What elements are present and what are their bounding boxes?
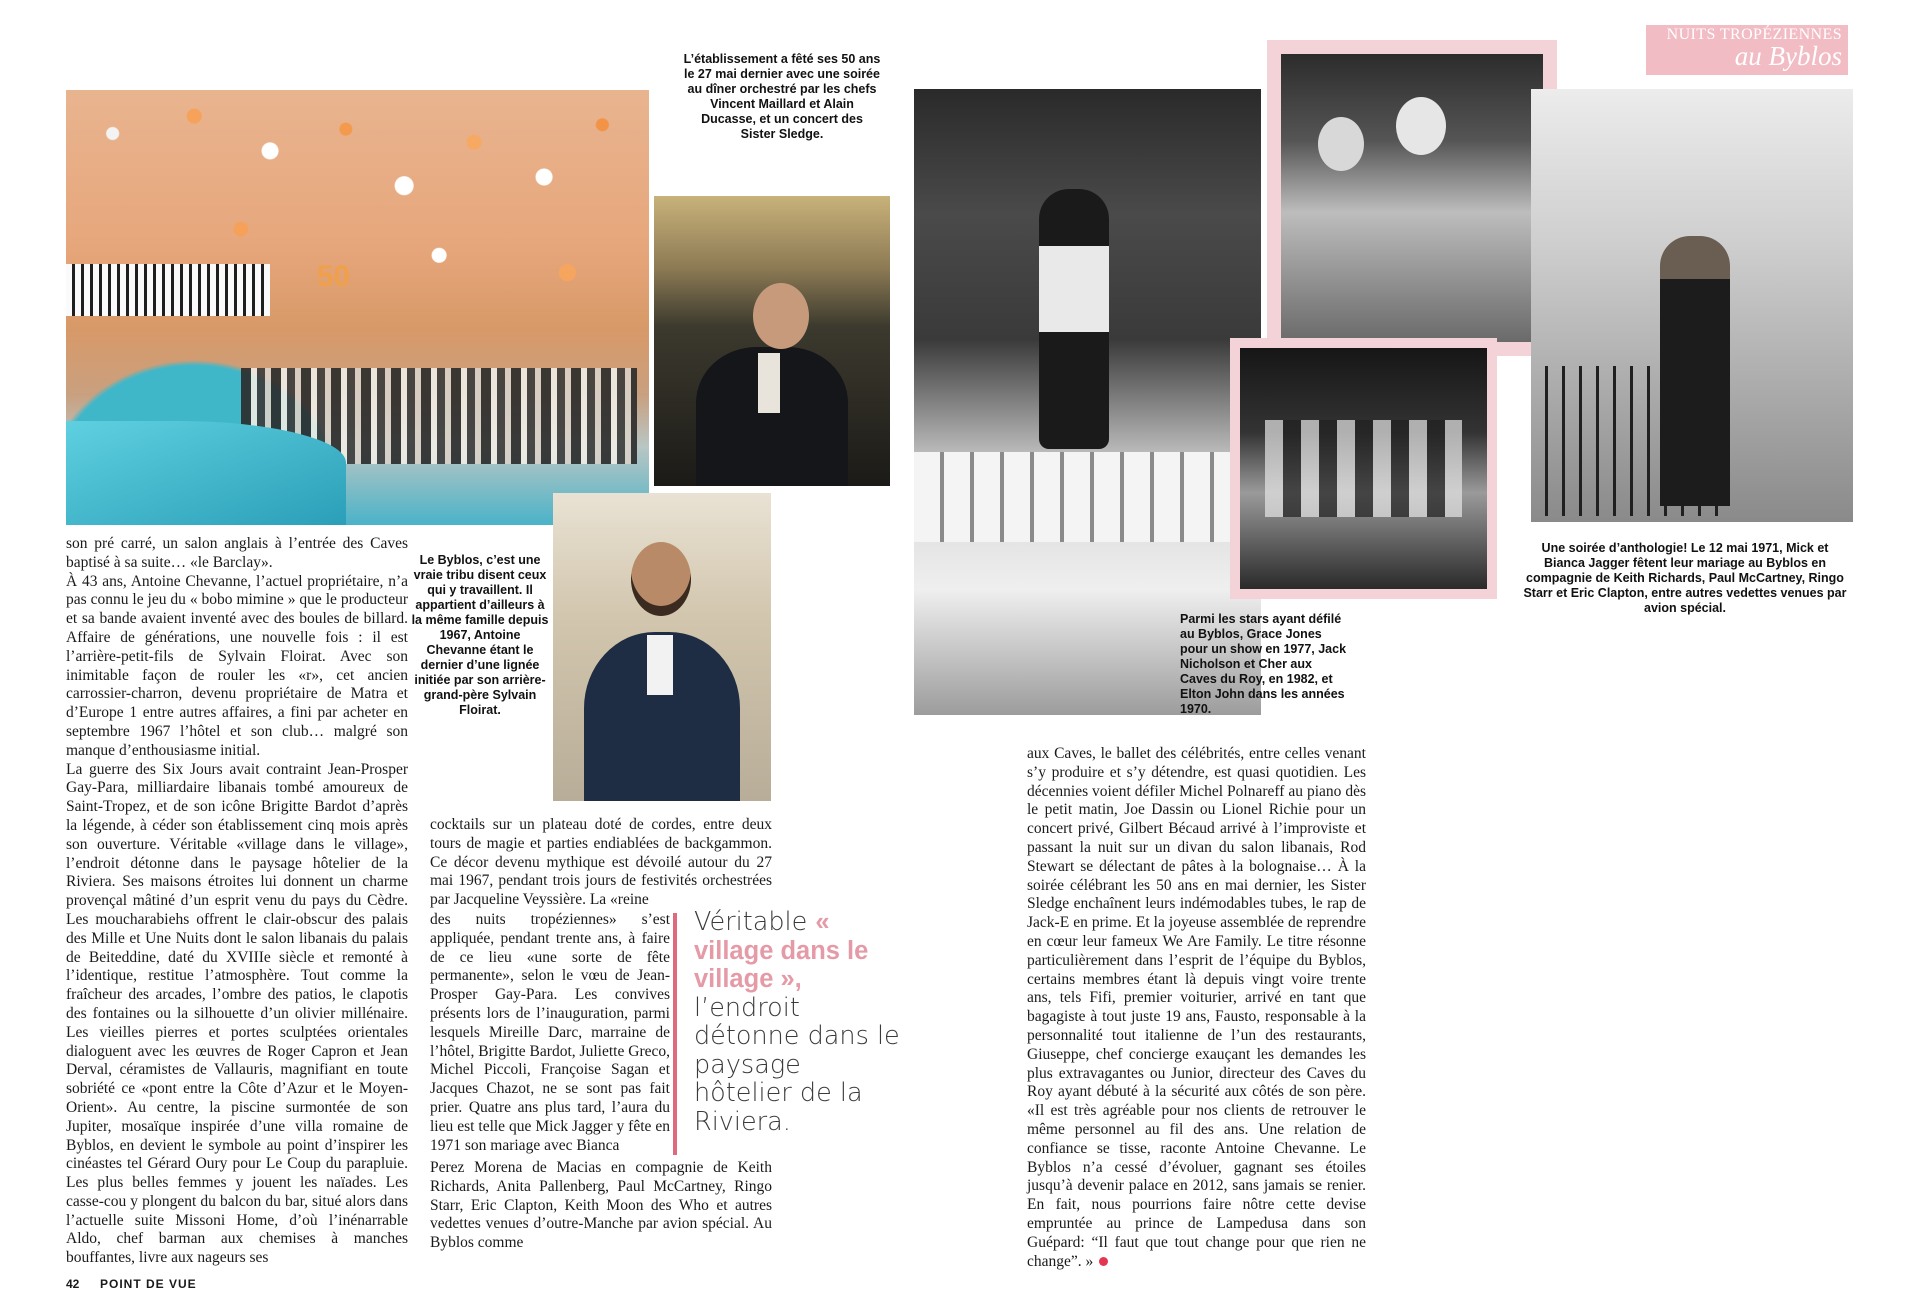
paragraph: À 43 ans, Antoine Chevanne, l’actuel propriétaire, n’a pas connu le jeu du « bobo mimine » que le producteur et sa bande avaient inventé avec des boules de billard. Affaire de générations, une nouvelle fois : il est l’arrière-petit-fils de Sylvain Floirat. Avec son inimitable façon de rouler les «r», cet ancien carrossier-charron, devenu propriétaire de Matra et d’Europe 1 entre autres affaires, a fini par acheter en septembre 1967 l’hôtel et son club… malgré son manque d’enthousiasme initial. bbox=[66, 572, 408, 759]
founder-portrait-photo bbox=[654, 196, 890, 486]
article-column-2-middle bbox=[430, 911, 670, 1155]
section-title: au Byblos bbox=[1734, 41, 1842, 71]
pull-quote-bar bbox=[673, 913, 677, 1155]
mick-jagger-photo bbox=[1531, 89, 1853, 522]
photo-figure bbox=[1660, 236, 1730, 506]
magazine-name: POINT DE VUE bbox=[100, 1277, 197, 1291]
photo-balustrade bbox=[914, 452, 1261, 542]
paragraph bbox=[1027, 745, 1366, 1271]
paragraph: La guerre des Six Jours avait contraint Jean-Prosper Gay-Para, milliardaire libanais tombé amoureux de Saint-Tropez, et de son icône Brigitte Bardot d’après la légende, à céder son établissement cinq mois après son ouverture. Véritable «village dans le village», l’endroit détonne dans le paysage hôtelier de la Riviera. Ses maisons étroites lui donnent un charme provençal mâtiné d’un esprit venu du pays du Cèdre. Les moucharabiehs offrent le clair-obscur des palais des Mille et Une Nuits dont le salon libanais du palais de Beiteddine, daté du XVIIIe siècle et remonté à l’identique, restitue l’atmosphère. Tout comme la fraîcheur des arcades, l’ombre des patios, le clapotis des fontaines ou la silhouette d’un olivier millénaire. Les vieilles pierres et portes sculptées orientales dialoguent avec les œuvres de Roger Capron et Jean Derval, céramistes de Vallauris, magnifiant en toute sobriété ce «pont entre la Côte d’Azur et le Moyen-Orient». Au centre, la piscine surmontée de son Jupiter, mosaïque inspirée d’une villa romaine de Byblos, en devient le symbole au point d’inspirer les cinéastes tel Gérard Oury pour Le Coup du parapluie. Les plus belles femmes y jouent les naïades. Les casse-cou y plongent du balcon du bar, situé alors dans l’actuelle suite Missoni Home, d’où l’inénarrable Aldo, chef barman aux chemises à manches bouffantes, livre aux nageurs ses bbox=[66, 760, 408, 1267]
pull-quote-lead: Véritable bbox=[694, 907, 808, 937]
article-column-2-top bbox=[430, 816, 772, 910]
paragraph-text: aux Caves, le ballet des célébrités, entre celles venant s’y produire et s’y détendre, est quasi quotidien. Les décennies voient défiler Michel Polnareff au piano dès le petit matin, Joe Dassin ou Lionel Richie pour un concert privé, Gilbert Bécaud arrivé à l’improviste et passant la nuit sur un divan du salon libanais, Rod Stewart se délectant de pâtes à la bolognaise… À la soirée célébrant les 50 ans en mai dernier, les Sister Sledge enchaînent leurs indémodables tubes, le rap de Jack-E en prime. Et la joyeuse assemblée de reprendre en cœur leur fameux We Are Family. Le titre résonne particulièrement dans l’esprit de l’équipe du Byblos, certains membres étant là depuis vingt voire trente ans, tels Fifi, premier voiturier, arrivé en tant que bagagiste à tout juste 19 ans, Fausto, responsable à la personnalité tout italienne de l’un des restaurants, Giuseppe, chef concierge exauçant les demandes les plus extravagantes ou Junior, directeur des Caves du Roy ayant débuté à la sécurité aux côtés de son père. «Il est très agréable pour nos clients de retrouver le même personnel au fil des ans. Une relation de confiance se tisse, raconte Antoine Chevanne. Le Byblos n’a cessé d’évoluer, gagnant ses étoiles jusqu’à devenir palace en 2012, sans jamais se renier. En fait, nous pourrions faire nôtre cette devise empruntée au prince de Lampedusa dans son Guépard: “Il faut que tout change pour que rien ne change”. » bbox=[1027, 745, 1366, 1270]
pull-quote bbox=[694, 908, 904, 1136]
photo-figure-head bbox=[753, 283, 809, 349]
section-header bbox=[1646, 25, 1848, 75]
article-column-2-bottom bbox=[430, 1159, 772, 1253]
section-kicker: NUITS TROPÉZIENNES bbox=[1666, 26, 1842, 43]
photo-figure-shirt bbox=[647, 635, 673, 695]
photo-figure-head bbox=[631, 542, 691, 616]
elton-john-photo bbox=[1230, 338, 1497, 599]
paragraph: Perez Morena de Macias en compagnie de Keith Richards, Anita Pallenberg, Paul McCartney, Ringo Starr, Eric Clapton, Keith Moon des Who et autres vedettes venues d’outre-Manche par avion spécial. Au Byblos comme bbox=[430, 1159, 772, 1252]
owner-portrait-photo bbox=[553, 493, 771, 801]
photo-balcony bbox=[66, 264, 270, 316]
pull-quote-rest: l’endroit détonne dans le paysage hôtelier de la Riviera. bbox=[694, 992, 900, 1137]
photo-figure bbox=[1039, 189, 1109, 449]
photo-inner bbox=[1281, 54, 1543, 342]
caption-anniversary: L’établissement a fêté ses 50 ans le 27 mai dernier avec une soirée au dîner orchestré par les chefs Vincent Maillard et Alain Ducasse, et un concert des Sister Sledge. bbox=[683, 52, 881, 141]
paragraph: son pré carré, un salon anglais à l’entrée des Caves baptisé à sa suite… «le Barclay». bbox=[66, 535, 408, 571]
caption-tribe: Le Byblos, c’est une vraie tribu disent ceux qui y travaillent. Il appartient d’ailleurs à la même famille depuis 1967, Antoine Chevanne étant le dernier d’une lignée initiée par son arrière-grand-père Sylvain Floirat. bbox=[411, 553, 549, 717]
pull-quote-highlight: « village dans le village », bbox=[694, 908, 869, 993]
paragraph: cocktails sur un plateau doté de cordes, entre deux tours de magie et parties endiablées de backgammon. Ce décor devenu mythique est dévoilé autour du 27 mai 1967, pendant trois jours de festivités orchestrées par Jacqueline Veyssière. La «reine bbox=[430, 816, 772, 909]
photo-figure-shirt bbox=[758, 353, 780, 413]
article-column-3 bbox=[1027, 745, 1366, 1271]
photo-pool bbox=[66, 421, 346, 525]
caption-stars: Parmi les stars ayant défilé au Byblos, Grace Jones pour un show en 1977, Jack Nicholson et Cher aux Caves du Roy, en 1982, et Elton John dans les années 1970. bbox=[1180, 612, 1347, 716]
nicholson-cher-photo bbox=[1267, 40, 1557, 356]
photo-50-balloon: 50 bbox=[316, 259, 351, 293]
paragraph: des nuits tropéziennes» s’est appliquée, pendant trente ans, à faire de ce lieu «une sorte de fête permanente», selon le vœu de Jean-Prosper Gay-Para. Les convives présents lors de l’inauguration, parmi lesquels Mireille Darc, marraine de l’hôtel, Brigitte Bardot, Juliette Greco, Michel Piccoli, Françoise Sagan et Jacques Chazot, ne se sont pas fait prier. Quatre ans plus tard, l’aura du lieu est telle que Mick Jagger y fête en 1971 son mariage avec Bianca bbox=[430, 911, 670, 1154]
page-number: 42 bbox=[66, 1277, 80, 1291]
photo-inner bbox=[1240, 348, 1487, 589]
end-mark-icon bbox=[1099, 1257, 1108, 1266]
hotel-team-photo bbox=[66, 90, 649, 525]
caption-wedding: Une soirée d’anthologie! Le 12 mai 1971, Mick et Bianca Jagger fêtent leur mariage au Byblos en compagnie de Keith Richards, Paul McCartney, Ringo Starr et Eric Clapton, entre autres vedettes venues par avion spécial. bbox=[1523, 541, 1847, 615]
article-column-1 bbox=[66, 535, 408, 1268]
